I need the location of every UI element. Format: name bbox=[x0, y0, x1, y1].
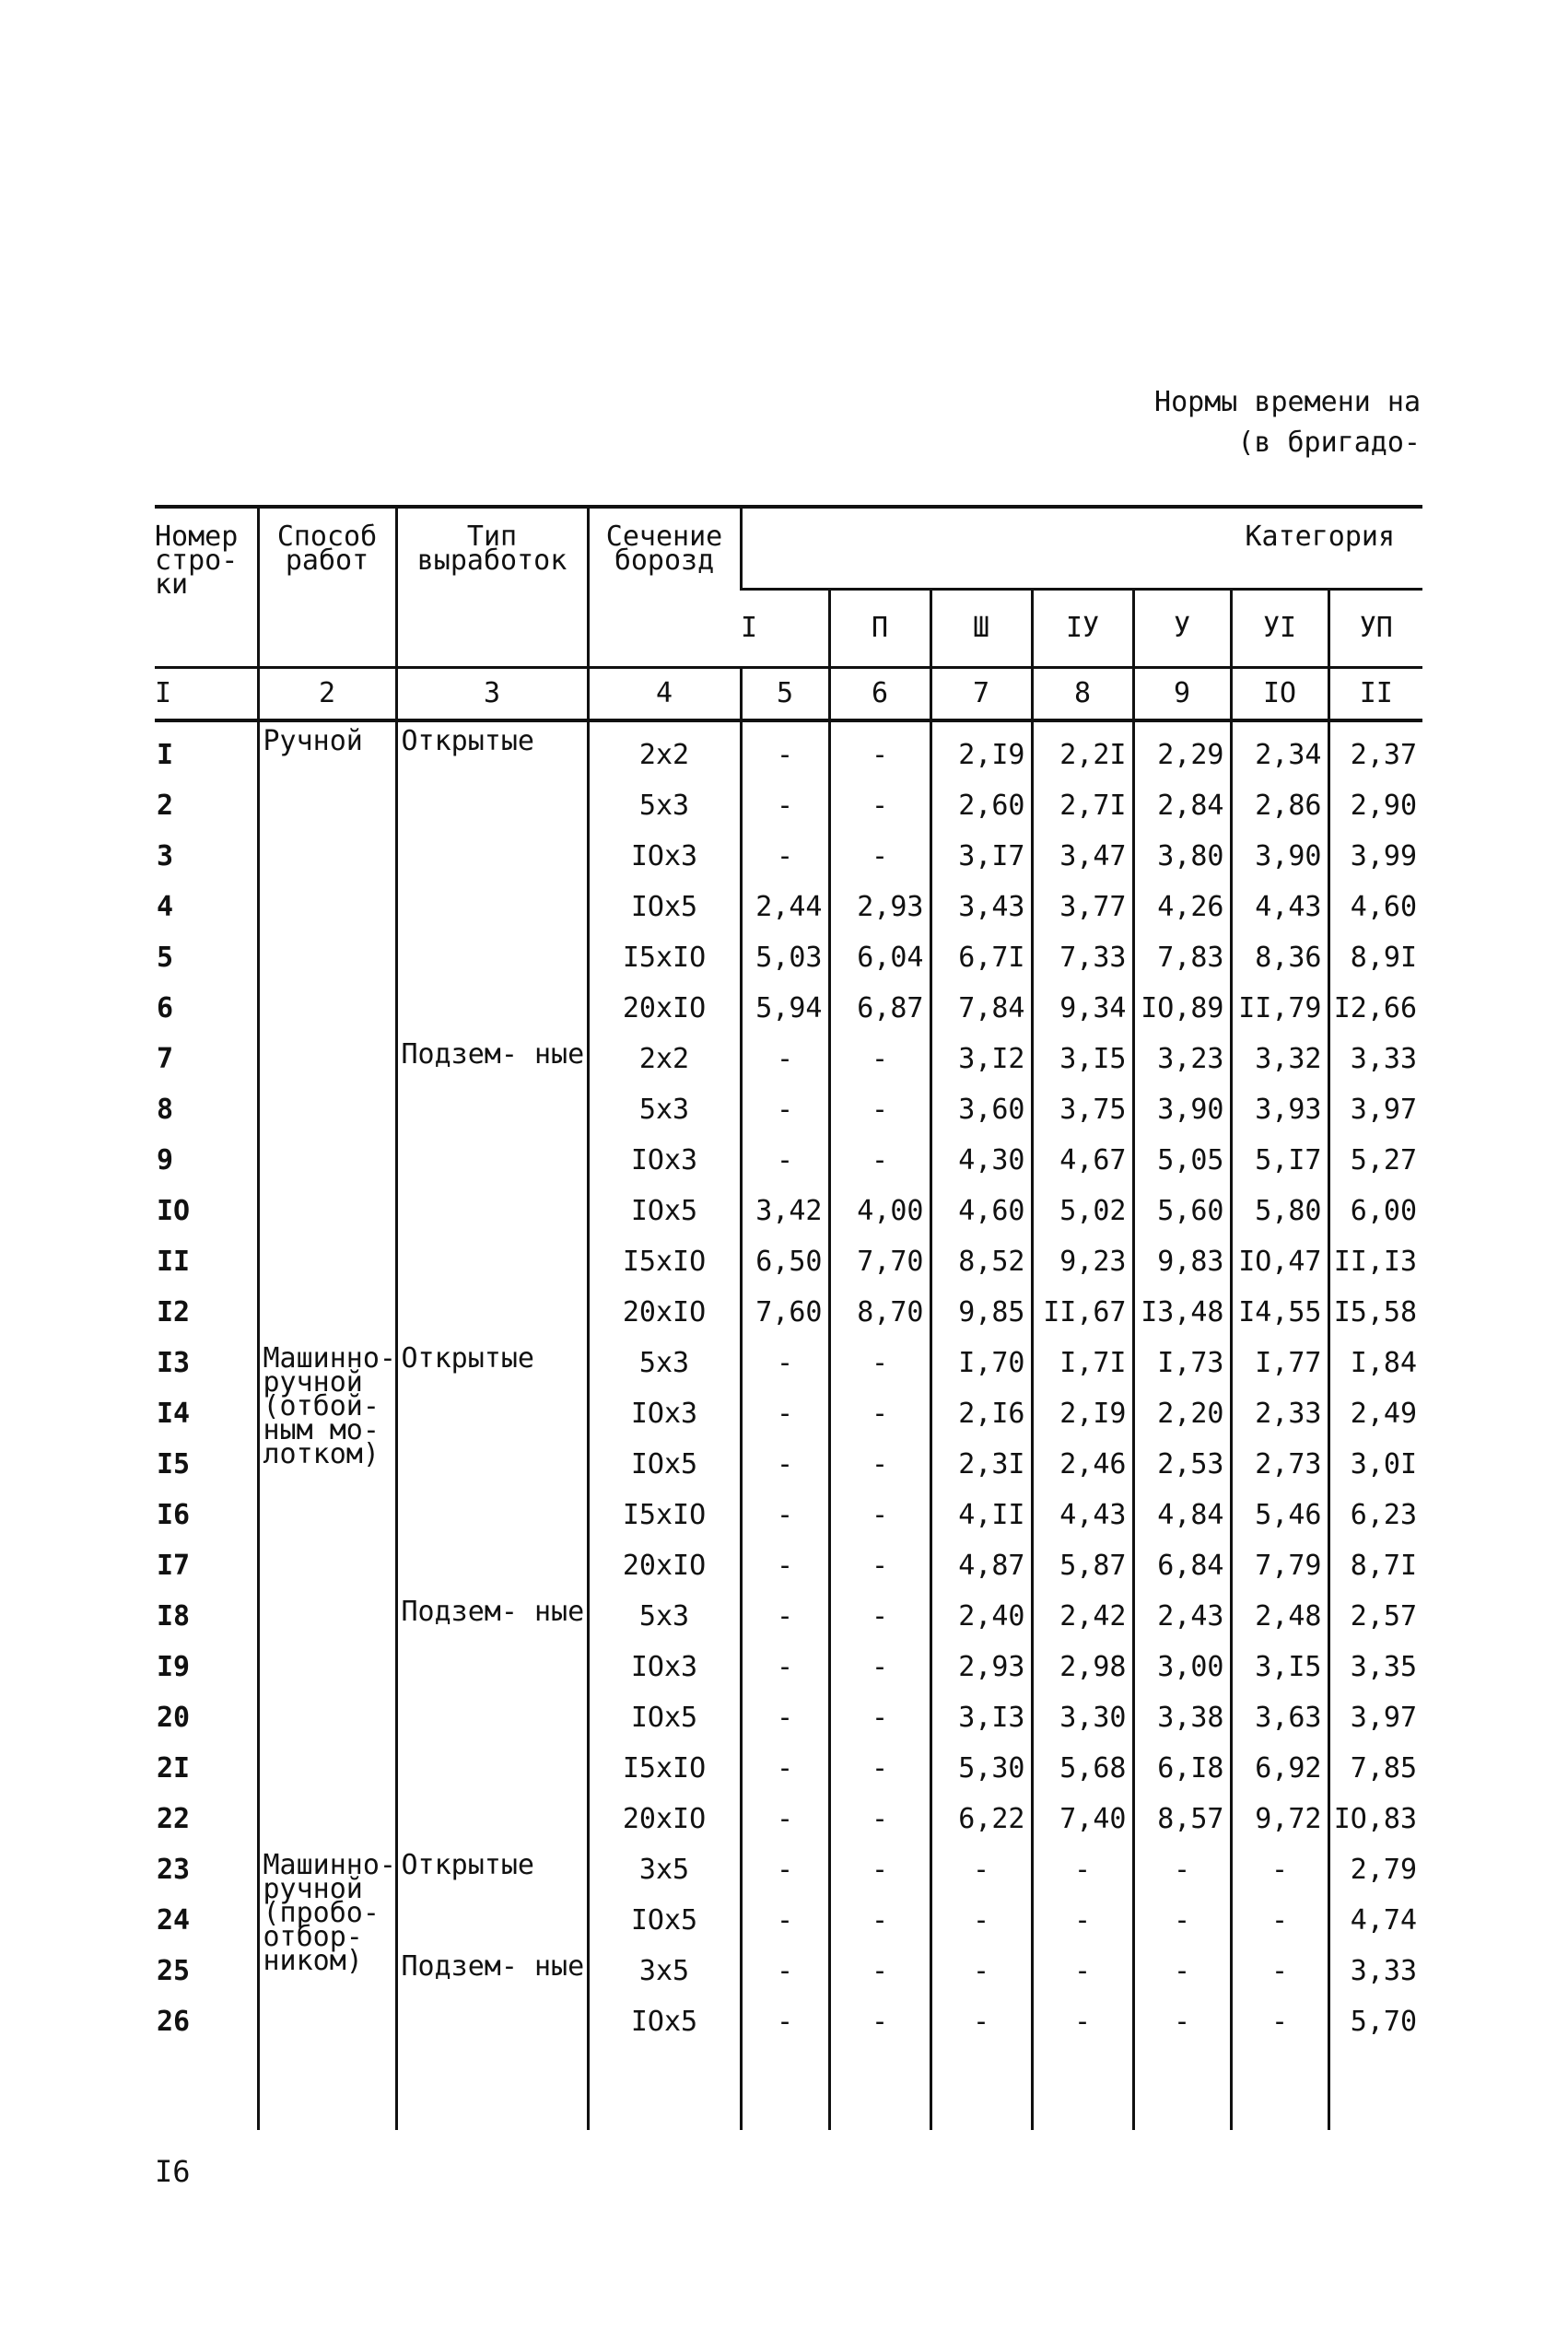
row-number: 26 bbox=[157, 2006, 191, 2038]
time-norm-cell: 4,74 bbox=[1328, 1895, 1422, 1946]
time-norm-cell: 3,I5 bbox=[1032, 1034, 1133, 1084]
time-norm-cell: 8,52 bbox=[930, 1236, 1032, 1287]
excavation-type-cell: Открытые bbox=[396, 1844, 588, 1946]
time-norm-cell: 4,30 bbox=[930, 1135, 1032, 1186]
time-norm-cell: - bbox=[1032, 1844, 1133, 1895]
time-norm-cell: 3,90 bbox=[1231, 831, 1328, 882]
groove-section-cell: 3x5 bbox=[588, 1844, 741, 1895]
time-norm-cell: I3,48 bbox=[1133, 1287, 1231, 1338]
time-norm-cell: 5,03 bbox=[741, 932, 829, 983]
time-norm-cell: - bbox=[1133, 1996, 1231, 2047]
time-norm-cell: 6,00 bbox=[1328, 1186, 1422, 1236]
time-norm-cell: 2,3I bbox=[930, 1439, 1032, 1490]
category-label: УП bbox=[1328, 590, 1422, 668]
row-number: I4 bbox=[157, 1398, 191, 1430]
row-number: I7 bbox=[157, 1550, 191, 1582]
table-caption-line-2: (в бригадо- bbox=[1237, 427, 1421, 459]
groove-section-cell: IOx3 bbox=[588, 1388, 741, 1439]
table-body bbox=[155, 720, 1422, 2130]
time-norm-cell: 2,93 bbox=[930, 1642, 1032, 1692]
time-norm-cell: - bbox=[930, 1996, 1032, 2047]
time-norm-cell: - bbox=[741, 1338, 829, 1388]
empty-cell bbox=[1231, 2047, 1328, 2130]
time-norm-cell: - bbox=[829, 1844, 930, 1895]
time-norm-cell: 5,46 bbox=[1231, 1490, 1328, 1540]
time-norm-cell: 2,I9 bbox=[1032, 1388, 1133, 1439]
time-norm-cell: 3,38 bbox=[1133, 1692, 1231, 1743]
empty-cell bbox=[258, 2047, 396, 2130]
time-norm-cell: - bbox=[1133, 1895, 1231, 1946]
column-number: 2 bbox=[258, 668, 396, 721]
time-norm-cell: 3,97 bbox=[1328, 1084, 1422, 1135]
time-norm-cell: - bbox=[741, 1034, 829, 1084]
row-number: I9 bbox=[157, 1651, 191, 1683]
groove-section-cell: 20xIO bbox=[588, 1287, 741, 1338]
time-norm-cell: 2,73 bbox=[1231, 1439, 1328, 1490]
time-norm-cell: - bbox=[741, 1084, 829, 1135]
groove-section-cell: 2x2 bbox=[588, 1034, 741, 1084]
category-label: П bbox=[829, 590, 930, 668]
row-number: I6 bbox=[157, 1499, 191, 1531]
time-norm-cell: 7,83 bbox=[1133, 932, 1231, 983]
column-number: II bbox=[1328, 668, 1422, 721]
time-norm-cell: 3,99 bbox=[1328, 831, 1422, 882]
groove-section-cell: 5x3 bbox=[588, 780, 741, 831]
groove-section-cell: IOx5 bbox=[588, 1692, 741, 1743]
time-norm-cell: 4,43 bbox=[1032, 1490, 1133, 1540]
time-norm-cell: 2,I6 bbox=[930, 1388, 1032, 1439]
time-norm-cell: - bbox=[829, 1895, 930, 1946]
time-norm-cell: 2,I9 bbox=[930, 720, 1032, 780]
table-row bbox=[155, 720, 1422, 780]
time-norm-cell: - bbox=[741, 1540, 829, 1591]
header-excavation-type: Тип выработок bbox=[396, 507, 588, 668]
time-norm-cell: - bbox=[1133, 1844, 1231, 1895]
time-norms-table bbox=[155, 505, 1422, 2130]
time-norm-cell: 4,60 bbox=[1328, 882, 1422, 932]
groove-section-cell: I5xIO bbox=[588, 1236, 741, 1287]
groove-section-cell: IOx5 bbox=[588, 882, 741, 932]
time-norm-cell: - bbox=[829, 780, 930, 831]
category-label: У bbox=[1133, 590, 1231, 668]
row-number: 2I bbox=[157, 1752, 191, 1785]
time-norm-cell: 6,22 bbox=[930, 1794, 1032, 1844]
row-number: I5 bbox=[157, 1448, 191, 1480]
time-norm-cell: 2,53 bbox=[1133, 1439, 1231, 1490]
groove-section-cell: IOx5 bbox=[588, 1186, 741, 1236]
time-norm-cell: 5,27 bbox=[1328, 1135, 1422, 1186]
time-norm-cell: 4,84 bbox=[1133, 1490, 1231, 1540]
time-norm-cell: 5,I7 bbox=[1231, 1135, 1328, 1186]
time-norm-cell: - bbox=[741, 1844, 829, 1895]
time-norm-cell: 3,33 bbox=[1328, 1946, 1422, 1996]
time-norm-cell: 6,50 bbox=[741, 1236, 829, 1287]
empty-cell bbox=[1032, 2047, 1133, 2130]
time-norm-cell: I,7I bbox=[1032, 1338, 1133, 1388]
groove-section-cell: IOx5 bbox=[588, 1895, 741, 1946]
time-norm-cell: 4,60 bbox=[930, 1186, 1032, 1236]
time-norm-cell: 6,23 bbox=[1328, 1490, 1422, 1540]
time-norm-cell: 2,49 bbox=[1328, 1388, 1422, 1439]
time-norm-cell: II,79 bbox=[1231, 983, 1328, 1034]
time-norm-cell: 3,97 bbox=[1328, 1692, 1422, 1743]
excavation-type-cell: Открытые bbox=[396, 720, 588, 1034]
row-number: 3 bbox=[157, 840, 174, 872]
time-norm-cell: 6,92 bbox=[1231, 1743, 1328, 1794]
time-norm-cell: 2,93 bbox=[829, 882, 930, 932]
groove-section-cell: 5x3 bbox=[588, 1084, 741, 1135]
time-norm-cell: 4,43 bbox=[1231, 882, 1328, 932]
time-norm-cell: 2,42 bbox=[1032, 1591, 1133, 1642]
row-number: I bbox=[157, 739, 174, 771]
time-norm-cell: 8,70 bbox=[829, 1287, 930, 1338]
groove-section-cell: IOx5 bbox=[588, 1439, 741, 1490]
time-norm-cell: - bbox=[1032, 1996, 1133, 2047]
table-row bbox=[155, 1844, 1422, 1895]
time-norm-cell: I,73 bbox=[1133, 1338, 1231, 1388]
time-norm-cell: I4,55 bbox=[1231, 1287, 1328, 1338]
time-norm-cell: 2,44 bbox=[741, 882, 829, 932]
time-norm-cell: IO,83 bbox=[1328, 1794, 1422, 1844]
time-norm-cell: 2,40 bbox=[930, 1591, 1032, 1642]
time-norm-cell: 6,84 bbox=[1133, 1540, 1231, 1591]
time-norm-cell: - bbox=[829, 1996, 930, 2047]
time-norm-cell: - bbox=[829, 1692, 930, 1743]
groove-section-cell: 2x2 bbox=[588, 720, 741, 780]
time-norm-cell: - bbox=[741, 1490, 829, 1540]
time-norm-cell: 6,04 bbox=[829, 932, 930, 983]
column-number: 4 bbox=[588, 668, 741, 721]
time-norm-cell: 7,60 bbox=[741, 1287, 829, 1338]
time-norm-cell: - bbox=[741, 831, 829, 882]
column-number: IO bbox=[1231, 668, 1328, 721]
time-norm-cell: 3,I7 bbox=[930, 831, 1032, 882]
time-norm-cell: 2,90 bbox=[1328, 780, 1422, 831]
column-number: 8 bbox=[1032, 668, 1133, 721]
groove-section-cell: IOx3 bbox=[588, 1642, 741, 1692]
time-norm-cell: 5,70 bbox=[1328, 1996, 1422, 2047]
time-norm-cell: 2,7I bbox=[1032, 780, 1133, 831]
time-norm-cell: II,67 bbox=[1032, 1287, 1133, 1338]
time-norm-cell: II,I3 bbox=[1328, 1236, 1422, 1287]
time-norm-cell: 3,42 bbox=[741, 1186, 829, 1236]
time-norm-cell: - bbox=[1032, 1946, 1133, 1996]
row-number: I3 bbox=[157, 1347, 191, 1379]
time-norm-cell: 2,79 bbox=[1328, 1844, 1422, 1895]
time-norm-cell: - bbox=[829, 1034, 930, 1084]
time-norm-cell: 9,34 bbox=[1032, 983, 1133, 1034]
empty-cell bbox=[588, 2047, 741, 2130]
time-norm-cell: - bbox=[741, 1439, 829, 1490]
time-norm-cell: - bbox=[829, 1388, 930, 1439]
row-number: I8 bbox=[157, 1600, 191, 1633]
time-norm-cell: 3,63 bbox=[1231, 1692, 1328, 1743]
time-norm-cell: - bbox=[741, 1895, 829, 1946]
time-norm-cell: 2,98 bbox=[1032, 1642, 1133, 1692]
time-norm-cell: 5,87 bbox=[1032, 1540, 1133, 1591]
row-number: 22 bbox=[157, 1803, 191, 1835]
time-norm-cell: - bbox=[741, 1996, 829, 2047]
time-norm-cell: 8,36 bbox=[1231, 932, 1328, 983]
time-norm-cell: 2,84 bbox=[1133, 780, 1231, 831]
time-norm-cell: - bbox=[741, 1743, 829, 1794]
time-norm-cell: - bbox=[741, 1794, 829, 1844]
time-norm-cell: 3,I2 bbox=[930, 1034, 1032, 1084]
time-norm-cell: I5,58 bbox=[1328, 1287, 1422, 1338]
time-norm-cell: 5,30 bbox=[930, 1743, 1032, 1794]
header-groove-section: Сечение борозд bbox=[588, 507, 741, 668]
time-norm-cell: - bbox=[829, 1794, 930, 1844]
time-norm-cell: 6,7I bbox=[930, 932, 1032, 983]
time-norm-cell: - bbox=[829, 831, 930, 882]
time-norm-cell: - bbox=[829, 1084, 930, 1135]
time-norm-cell: 2,86 bbox=[1231, 780, 1328, 831]
time-norm-cell: 3,I3 bbox=[930, 1692, 1032, 1743]
groove-section-cell: I5xIO bbox=[588, 932, 741, 983]
time-norm-cell: 5,02 bbox=[1032, 1186, 1133, 1236]
row-number: 2 bbox=[157, 790, 174, 822]
time-norm-cell: 4,II bbox=[930, 1490, 1032, 1540]
column-number: 3 bbox=[396, 668, 588, 721]
time-norm-cell: 2,20 bbox=[1133, 1388, 1231, 1439]
row-number: 5 bbox=[157, 942, 174, 974]
time-norm-cell: 2,37 bbox=[1328, 720, 1422, 780]
row-number: 4 bbox=[157, 891, 174, 923]
column-number: I bbox=[155, 668, 258, 721]
empty-cell bbox=[829, 2047, 930, 2130]
time-norm-cell: - bbox=[741, 1388, 829, 1439]
time-norm-cell: - bbox=[829, 1135, 930, 1186]
table-row bbox=[155, 1338, 1422, 1388]
time-norm-cell: - bbox=[741, 1946, 829, 1996]
empty-cell bbox=[741, 2047, 829, 2130]
time-norm-cell: 3,77 bbox=[1032, 882, 1133, 932]
time-norm-cell: - bbox=[741, 720, 829, 780]
time-norm-cell: 7,84 bbox=[930, 983, 1032, 1034]
time-norm-cell: - bbox=[930, 1844, 1032, 1895]
empty-cell bbox=[396, 2047, 588, 2130]
header-method: Способ работ bbox=[258, 507, 396, 668]
table-filler-row bbox=[155, 2047, 1422, 2130]
excavation-type-cell: Подзем- ные bbox=[396, 1034, 588, 1338]
time-norm-cell: 3,I5 bbox=[1231, 1642, 1328, 1692]
category-label: УI bbox=[1231, 590, 1328, 668]
time-norm-cell: 4,00 bbox=[829, 1186, 930, 1236]
time-norm-cell: - bbox=[741, 1591, 829, 1642]
row-number: 9 bbox=[157, 1144, 174, 1176]
groove-section-cell: 20xIO bbox=[588, 1794, 741, 1844]
column-number: 5 bbox=[741, 668, 829, 721]
time-norm-cell: - bbox=[829, 1591, 930, 1642]
time-norm-cell: 8,57 bbox=[1133, 1794, 1231, 1844]
empty-cell bbox=[1328, 2047, 1422, 2130]
time-norm-cell: 2,57 bbox=[1328, 1591, 1422, 1642]
time-norm-cell: 7,79 bbox=[1231, 1540, 1328, 1591]
time-norm-cell: 3,0I bbox=[1328, 1439, 1422, 1490]
time-norm-cell: 3,35 bbox=[1328, 1642, 1422, 1692]
time-norm-cell: I,77 bbox=[1231, 1338, 1328, 1388]
time-norm-cell: 4,87 bbox=[930, 1540, 1032, 1591]
time-norm-cell: - bbox=[829, 720, 930, 780]
time-norm-cell: 5,94 bbox=[741, 983, 829, 1034]
method-cell: Ручной bbox=[258, 720, 396, 1338]
time-norm-cell: 3,23 bbox=[1133, 1034, 1231, 1084]
empty-cell bbox=[1133, 2047, 1231, 2130]
time-norm-cell: 4,26 bbox=[1133, 882, 1231, 932]
time-norm-cell: 6,87 bbox=[829, 983, 930, 1034]
time-norm-cell: - bbox=[741, 1692, 829, 1743]
time-norm-cell: 3,75 bbox=[1032, 1084, 1133, 1135]
time-norm-cell: - bbox=[741, 780, 829, 831]
groove-section-cell: IOx3 bbox=[588, 831, 741, 882]
time-norm-cell: - bbox=[930, 1946, 1032, 1996]
time-norm-cell: I,70 bbox=[930, 1338, 1032, 1388]
time-norm-cell: 5,05 bbox=[1133, 1135, 1231, 1186]
empty-cell bbox=[155, 2047, 258, 2130]
header-category: Категория bbox=[741, 507, 1422, 590]
time-norm-cell: - bbox=[829, 1540, 930, 1591]
time-norm-cell: 9,72 bbox=[1231, 1794, 1328, 1844]
time-norm-cell: 9,23 bbox=[1032, 1236, 1133, 1287]
time-norm-cell: - bbox=[829, 1338, 930, 1388]
column-number: 6 bbox=[829, 668, 930, 721]
groove-section-cell: IOx3 bbox=[588, 1135, 741, 1186]
time-norm-cell: - bbox=[1032, 1895, 1133, 1946]
time-norm-cell: 5,60 bbox=[1133, 1186, 1231, 1236]
groove-section-cell: 20xIO bbox=[588, 1540, 741, 1591]
time-norm-cell: 2,46 bbox=[1032, 1439, 1133, 1490]
time-norm-cell: 2,29 bbox=[1133, 720, 1231, 780]
time-norm-cell: - bbox=[1133, 1946, 1231, 1996]
time-norm-cell: 2,34 bbox=[1231, 720, 1328, 780]
time-norm-cell: 2,43 bbox=[1133, 1591, 1231, 1642]
groove-section-cell: IOx5 bbox=[588, 1996, 741, 2047]
time-norm-cell: IO,89 bbox=[1133, 983, 1231, 1034]
time-norm-cell: - bbox=[829, 1439, 930, 1490]
row-number: 7 bbox=[157, 1043, 174, 1075]
time-norm-cell: 7,85 bbox=[1328, 1743, 1422, 1794]
time-norm-cell: 8,7I bbox=[1328, 1540, 1422, 1591]
column-number: 7 bbox=[930, 668, 1032, 721]
row-number: 8 bbox=[157, 1094, 174, 1126]
row-number: I2 bbox=[157, 1296, 191, 1328]
time-norm-cell: 2,60 bbox=[930, 780, 1032, 831]
time-norm-cell: - bbox=[1231, 1895, 1328, 1946]
time-norm-cell: 7,33 bbox=[1032, 932, 1133, 983]
page-number: I6 bbox=[155, 2154, 191, 2189]
category-label: Ш bbox=[930, 590, 1032, 668]
excavation-type-cell: Подзем- ные bbox=[396, 1946, 588, 2047]
column-number: 9 bbox=[1133, 668, 1231, 721]
time-norm-cell: 3,80 bbox=[1133, 831, 1231, 882]
time-norm-cell: - bbox=[930, 1895, 1032, 1946]
groove-section-cell: 3x5 bbox=[588, 1946, 741, 1996]
time-norm-cell: - bbox=[829, 1946, 930, 1996]
time-norm-cell: - bbox=[741, 1135, 829, 1186]
time-norm-cell: - bbox=[829, 1743, 930, 1794]
row-number: 23 bbox=[157, 1854, 191, 1886]
time-norm-cell: 7,40 bbox=[1032, 1794, 1133, 1844]
groove-section-cell: 5x3 bbox=[588, 1338, 741, 1388]
time-norm-cell: 3,32 bbox=[1231, 1034, 1328, 1084]
excavation-type-cell: Открытые bbox=[396, 1338, 588, 1591]
time-norm-cell: - bbox=[1231, 1844, 1328, 1895]
time-norm-cell: 3,00 bbox=[1133, 1642, 1231, 1692]
time-norm-cell: - bbox=[829, 1490, 930, 1540]
time-norm-cell: 5,80 bbox=[1231, 1186, 1328, 1236]
time-norm-cell: - bbox=[741, 1642, 829, 1692]
time-norm-cell: - bbox=[1231, 1996, 1328, 2047]
row-number: IO bbox=[157, 1195, 191, 1227]
time-norm-cell: 8,9I bbox=[1328, 932, 1422, 983]
time-norm-cell: 7,70 bbox=[829, 1236, 930, 1287]
time-norm-cell: I,84 bbox=[1328, 1338, 1422, 1388]
groove-section-cell: I5xIO bbox=[588, 1490, 741, 1540]
time-norm-cell: - bbox=[1231, 1946, 1328, 1996]
time-norm-cell: 2,33 bbox=[1231, 1388, 1328, 1439]
method-cell: Машинно- ручной (пробо- отбор- ником) bbox=[258, 1844, 396, 2047]
groove-section-cell: 5x3 bbox=[588, 1591, 741, 1642]
table-caption-line-1: Нормы времени на bbox=[1154, 386, 1421, 418]
groove-section-cell: 20xIO bbox=[588, 983, 741, 1034]
header-row-number: Номер стро- ки bbox=[155, 507, 258, 668]
row-number: 6 bbox=[157, 992, 174, 1024]
category-label: IУ bbox=[1032, 590, 1133, 668]
time-norm-cell: - bbox=[829, 1642, 930, 1692]
time-norm-cell: 2,2I bbox=[1032, 720, 1133, 780]
time-norm-cell: 4,67 bbox=[1032, 1135, 1133, 1186]
time-norm-cell: 3,33 bbox=[1328, 1034, 1422, 1084]
row-number: II bbox=[157, 1246, 191, 1278]
time-norm-cell: 3,47 bbox=[1032, 831, 1133, 882]
row-number: 20 bbox=[157, 1702, 191, 1734]
time-norm-cell: 9,83 bbox=[1133, 1236, 1231, 1287]
category-label: I bbox=[741, 612, 758, 644]
time-norm-cell: IO,47 bbox=[1231, 1236, 1328, 1287]
groove-section-cell: I5xIO bbox=[588, 1743, 741, 1794]
time-norm-cell: I2,66 bbox=[1328, 983, 1422, 1034]
time-norm-cell: 3,90 bbox=[1133, 1084, 1231, 1135]
method-cell: Машинно- ручной (отбой- ным мо- лотком) bbox=[258, 1338, 396, 1844]
time-norm-cell: 3,93 bbox=[1231, 1084, 1328, 1135]
empty-cell bbox=[930, 2047, 1032, 2130]
row-number: 24 bbox=[157, 1904, 191, 1937]
time-norm-cell: 3,30 bbox=[1032, 1692, 1133, 1743]
time-norm-cell: 9,85 bbox=[930, 1287, 1032, 1338]
time-norm-cell: 3,43 bbox=[930, 882, 1032, 932]
time-norm-cell: 5,68 bbox=[1032, 1743, 1133, 1794]
excavation-type-cell: Подзем- ные bbox=[396, 1591, 588, 1844]
row-number: 25 bbox=[157, 1955, 191, 1987]
time-norm-cell: 6,I8 bbox=[1133, 1743, 1231, 1794]
time-norm-cell: 2,48 bbox=[1231, 1591, 1328, 1642]
time-norm-cell: 3,60 bbox=[930, 1084, 1032, 1135]
